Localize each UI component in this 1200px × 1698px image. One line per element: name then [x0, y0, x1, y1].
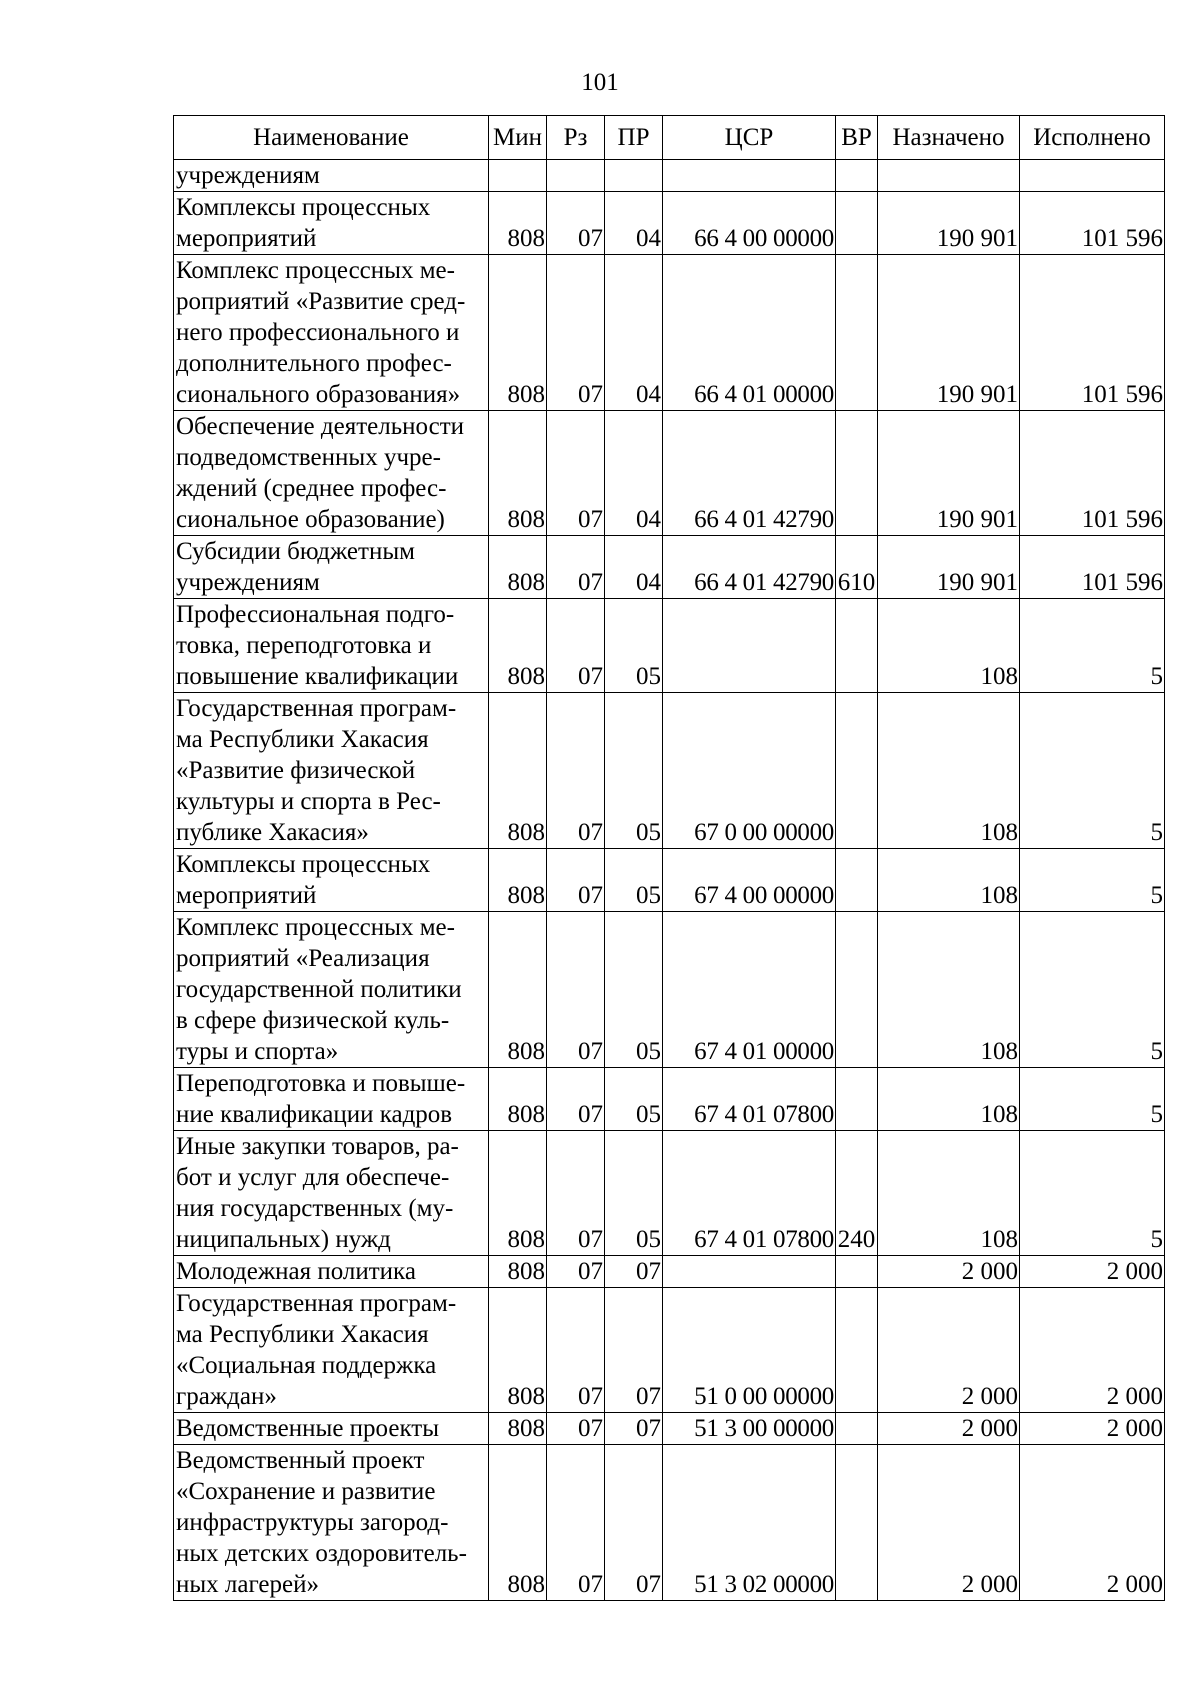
cell-csr: 67 4 01 07800: [663, 1131, 836, 1256]
cell-executed: 2 000: [1020, 1288, 1165, 1413]
table-row: [174, 255, 1165, 411]
table-body: [174, 160, 1165, 1601]
cell-name: Переподготовка и повыше- ние квалификации кадров: [174, 1068, 489, 1131]
cell-vr: [836, 912, 878, 1068]
cell-vr: [836, 1445, 878, 1601]
cell-min: 808: [489, 255, 547, 411]
page-number: 101: [581, 69, 619, 96]
cell-csr: 66 4 00 00000: [663, 192, 836, 255]
cell-pr: 04: [605, 536, 663, 599]
cell-pr: 04: [605, 411, 663, 536]
cell-name: Ведомственные проекты: [174, 1413, 489, 1445]
header-vr: ВР: [836, 116, 878, 160]
table-row: [174, 192, 1165, 255]
cell-executed: [1020, 160, 1165, 192]
cell-csr: 67 0 00 00000: [663, 693, 836, 849]
cell-vr: [836, 192, 878, 255]
header-executed: Исполнено: [1020, 116, 1165, 160]
cell-executed: 101 596: [1020, 255, 1165, 411]
cell-assigned: 108: [878, 1131, 1020, 1256]
header-min: Мин: [489, 116, 547, 160]
cell-name: Субсидии бюджетным учреждениям: [174, 536, 489, 599]
table-row: [174, 536, 1165, 599]
cell-rz: 07: [547, 1445, 605, 1601]
cell-csr: 66 4 01 42790: [663, 536, 836, 599]
table-row: [174, 1256, 1165, 1288]
cell-executed: 5: [1020, 599, 1165, 693]
cell-pr: 07: [605, 1413, 663, 1445]
cell-min: [489, 160, 547, 192]
cell-pr: 04: [605, 255, 663, 411]
table-row: [174, 599, 1165, 693]
cell-csr: 66 4 01 00000: [663, 255, 836, 411]
cell-rz: 07: [547, 192, 605, 255]
cell-executed: 2 000: [1020, 1445, 1165, 1601]
cell-csr: [663, 1256, 836, 1288]
table-row: [174, 160, 1165, 192]
cell-csr: [663, 599, 836, 693]
cell-rz: 07: [547, 599, 605, 693]
cell-assigned: 190 901: [878, 192, 1020, 255]
cell-csr: 51 3 00 00000: [663, 1413, 836, 1445]
cell-vr: [836, 849, 878, 912]
table-row: [174, 912, 1165, 1068]
header-rz: Рз: [547, 116, 605, 160]
cell-assigned: [878, 160, 1020, 192]
cell-pr: 07: [605, 1288, 663, 1413]
cell-name: Профессиональная подго- товка, переподготовка и повышение квалификации: [174, 599, 489, 693]
cell-csr: [663, 160, 836, 192]
cell-executed: 5: [1020, 849, 1165, 912]
cell-name: Комплекс процессных ме- роприятий «Реализация государственной политики в сфере физической куль- туры и спорта»: [174, 912, 489, 1068]
cell-min: 808: [489, 1413, 547, 1445]
cell-min: 808: [489, 411, 547, 536]
cell-pr: 05: [605, 1131, 663, 1256]
cell-min: 808: [489, 1131, 547, 1256]
header-pr: ПР: [605, 116, 663, 160]
cell-min: 808: [489, 1445, 547, 1601]
cell-rz: 07: [547, 1131, 605, 1256]
table-row: [174, 1068, 1165, 1131]
cell-vr: [836, 1068, 878, 1131]
table-header-row: [174, 116, 1165, 160]
cell-assigned: 190 901: [878, 255, 1020, 411]
cell-name: Обеспечение деятельности подведомственных учре- ждений (среднее профес- сиональное образование): [174, 411, 489, 536]
cell-csr: 66 4 01 42790: [663, 411, 836, 536]
header-assigned: Назначено: [878, 116, 1020, 160]
cell-min: 808: [489, 1256, 547, 1288]
table-row: [174, 411, 1165, 536]
cell-assigned: 2 000: [878, 1256, 1020, 1288]
cell-rz: 07: [547, 1413, 605, 1445]
cell-assigned: 2 000: [878, 1445, 1020, 1601]
table-row: [174, 693, 1165, 849]
cell-rz: 07: [547, 255, 605, 411]
cell-executed: 101 596: [1020, 411, 1165, 536]
cell-vr: [836, 1288, 878, 1413]
cell-min: 808: [489, 912, 547, 1068]
cell-pr: 07: [605, 1256, 663, 1288]
cell-rz: 07: [547, 1068, 605, 1131]
cell-name: Иные закупки товаров, ра- бот и услуг для обеспече- ния государственных (му- ниципальных) нужд: [174, 1131, 489, 1256]
cell-rz: [547, 160, 605, 192]
cell-assigned: 2 000: [878, 1288, 1020, 1413]
cell-pr: 05: [605, 849, 663, 912]
cell-assigned: 2 000: [878, 1413, 1020, 1445]
cell-min: 808: [489, 849, 547, 912]
cell-rz: 07: [547, 1256, 605, 1288]
cell-csr: 67 4 01 07800: [663, 1068, 836, 1131]
cell-vr: [836, 1413, 878, 1445]
cell-csr: 51 0 00 00000: [663, 1288, 836, 1413]
cell-name: Молодежная политика: [174, 1256, 489, 1288]
cell-rz: 07: [547, 1288, 605, 1413]
cell-pr: 05: [605, 599, 663, 693]
table-row: [174, 1288, 1165, 1413]
cell-csr: 67 4 01 00000: [663, 912, 836, 1068]
cell-executed: 5: [1020, 1068, 1165, 1131]
cell-pr: 04: [605, 192, 663, 255]
cell-executed: 2 000: [1020, 1413, 1165, 1445]
cell-pr: 05: [605, 1068, 663, 1131]
cell-executed: 101 596: [1020, 192, 1165, 255]
cell-vr: 610: [836, 536, 878, 599]
cell-pr: 05: [605, 693, 663, 849]
header-name: Наименование: [174, 116, 489, 160]
cell-assigned: 108: [878, 849, 1020, 912]
cell-vr: [836, 693, 878, 849]
cell-pr: 07: [605, 1445, 663, 1601]
cell-name: Комплексы процессных мероприятий: [174, 849, 489, 912]
table-row: [174, 1131, 1165, 1256]
cell-executed: 5: [1020, 912, 1165, 1068]
cell-vr: [836, 599, 878, 693]
cell-name: Комплексы процессных мероприятий: [174, 192, 489, 255]
cell-executed: 2 000: [1020, 1256, 1165, 1288]
cell-vr: [836, 160, 878, 192]
cell-min: 808: [489, 693, 547, 849]
cell-min: 808: [489, 599, 547, 693]
cell-rz: 07: [547, 912, 605, 1068]
cell-name: Государственная програм- ма Республики Хакасия «Развитие физической культуры и спорта в Рес- публике Хакасия»: [174, 693, 489, 849]
table-row: [174, 1445, 1165, 1601]
cell-min: 808: [489, 192, 547, 255]
cell-assigned: 190 901: [878, 536, 1020, 599]
cell-pr: 05: [605, 912, 663, 1068]
cell-rz: 07: [547, 411, 605, 536]
cell-min: 808: [489, 1288, 547, 1413]
cell-assigned: 108: [878, 599, 1020, 693]
cell-vr: [836, 255, 878, 411]
cell-rz: 07: [547, 693, 605, 849]
table-row: [174, 849, 1165, 912]
cell-vr: [836, 1256, 878, 1288]
table-row: [174, 1413, 1165, 1445]
header-csr: ЦСР: [663, 116, 836, 160]
cell-pr: [605, 160, 663, 192]
cell-rz: 07: [547, 849, 605, 912]
cell-name: Государственная програм- ма Республики Хакасия «Социальная поддержка граждан»: [174, 1288, 489, 1413]
cell-min: 808: [489, 536, 547, 599]
cell-csr: 67 4 00 00000: [663, 849, 836, 912]
cell-vr: [836, 411, 878, 536]
cell-assigned: 108: [878, 693, 1020, 849]
cell-name: Комплекс процессных ме- роприятий «Развитие сред- него профессионального и дополнительного профес- сионального образования»: [174, 255, 489, 411]
cell-rz: 07: [547, 536, 605, 599]
cell-csr: 51 3 02 00000: [663, 1445, 836, 1601]
cell-name: Ведомственный проект «Сохранение и развитие инфраструктуры загород- ных детских оздоровитель- ных лагерей»: [174, 1445, 489, 1601]
cell-assigned: 190 901: [878, 411, 1020, 536]
cell-min: 808: [489, 1068, 547, 1131]
cell-vr: 240: [836, 1131, 878, 1256]
budget-table: [173, 115, 1165, 1601]
cell-executed: 5: [1020, 1131, 1165, 1256]
cell-assigned: 108: [878, 912, 1020, 1068]
cell-executed: 101 596: [1020, 536, 1165, 599]
cell-executed: 5: [1020, 693, 1165, 849]
cell-name: учреждениям: [174, 160, 489, 192]
cell-assigned: 108: [878, 1068, 1020, 1131]
